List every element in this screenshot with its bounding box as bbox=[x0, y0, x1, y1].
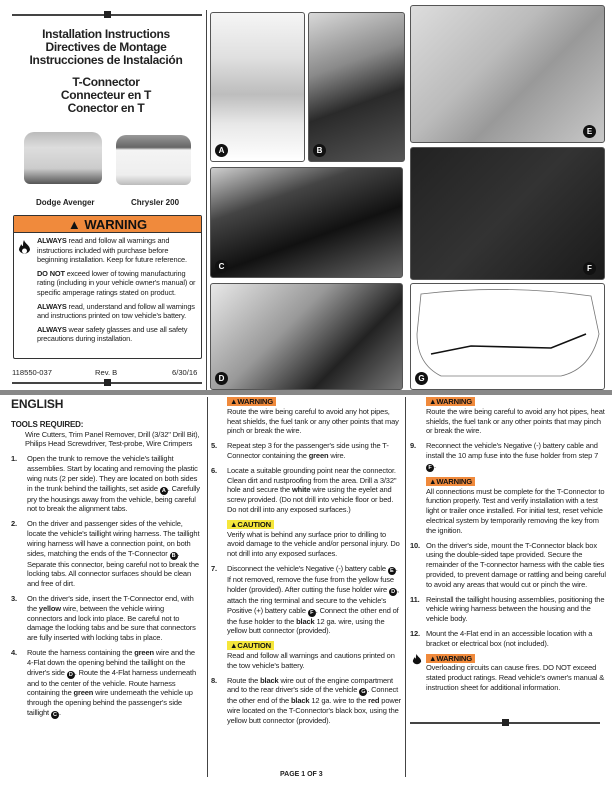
step-3: 3. On the driver's side, insert the T-Connector end, with the yellow wire, between the vehicle wiring connectors and lock into place. Be careful not to damage the locking tabs and be sure that connectors are fully inserted with locking tabs in place. bbox=[11, 593, 196, 643]
photo-c: C bbox=[210, 167, 403, 278]
page-number: PAGE 1 OF 3 bbox=[280, 771, 323, 778]
warning-tag: ▲WARNING bbox=[426, 654, 475, 663]
step-5: 5. Repeat step 3 for the passenger's side using the T-Connector containing the green wire. bbox=[211, 441, 389, 460]
divider bbox=[410, 722, 600, 724]
product-es: Conector en T bbox=[67, 101, 145, 115]
step-10: 10. On the driver's side, mount the T-Connector black box using the double-sided tape provided. Secure the remainder of the T-connector harness with the cable ties provided, to prevent damage or rattling and being careful to avoid any areas that would cut or pinch the wire. bbox=[410, 540, 606, 589]
divider bbox=[207, 397, 208, 777]
step-2: 2. On the driver and passenger sides of the vehicle, locate the vehicle's taillight wiring harness. The taillight wiring harness will have a connection point, on both sides, matching the ends of the T-Connector B . Separate this connector, being careful not to break the locking tabs. All connector surfaces should be clean and free of dirt. bbox=[11, 519, 200, 589]
warning-tag: ▲WARNING bbox=[426, 477, 475, 486]
photo-g-diagram: G bbox=[410, 283, 605, 390]
warning-item: ALWAYS wear safety glasses and use all safety precautions during installation. bbox=[37, 324, 188, 344]
step-8: 8. Route the black wire out of the engine compartment and to the rear driver's side of the vehicle G . Connect the other end of the black 12 ga. wire to the red power wire located on the T-Connector's black box, using the yellow butt connector (provided). bbox=[211, 675, 401, 725]
step-6: 6. Locate a suitable grounding point near the connector. Clean dirt and rustproofing from the area. Drill a 3/32" hole and secure the white wire using the eyelet and screw provided. (Do not drill into vehicle floor or bed. Do not drill into any exposed surfaces.) bbox=[211, 465, 397, 514]
title-es: Instrucciones de Instalación bbox=[29, 53, 183, 67]
section-divider bbox=[0, 390, 612, 395]
step-12: 12. Mount the 4-Flat end in an accessible location with a bracket or electrical box (not included). bbox=[410, 628, 593, 648]
fire-icon bbox=[18, 240, 31, 256]
caution-tag: ▲CAUTION bbox=[227, 520, 274, 529]
title-en: Installation Instructions bbox=[42, 27, 170, 41]
photo-ref-icon: D bbox=[67, 671, 75, 679]
photo-ref-icon: F bbox=[426, 464, 434, 472]
step-1: 1. Open the trunk to remove the vehicle's taillight assemblies. Start by locating and removing the plastic wing nuts (2 per side). They are located on both sides in the trunk behind the taillights, set aside A . Carefully pry the housings away from the vehicle, being careful not to break the alignment tabs. bbox=[11, 454, 200, 514]
warning-item: DO NOT exceed lower of towing manufacturing rating (including in your vehicle owner's manual) or specific amperage ratings stated on product. bbox=[37, 268, 196, 297]
photo-ref-icon: C bbox=[51, 711, 59, 719]
warning-note: ▲WARNING Overloading circuits can cause fires. DO NOT exceed stated product ratings. Read vehicle's owner's manual & instruction sheet for additional information. bbox=[410, 654, 606, 693]
divider bbox=[206, 10, 207, 390]
warning-note: ▲WARNING All connections must be complete for the T-Connector to function properly. Test and verify installation with a test light or trailer once installed. For initial test, reset vehicle electrical system by temporarily removing the key from the ignition. bbox=[426, 476, 605, 535]
title-fr: Directives de Montage bbox=[45, 40, 167, 54]
caution-note: ▲CAUTION Verify what is behind any surface prior to drilling to avoid damage to the vehicle and/or personal injury. Do not drill into any exposed surfaces. bbox=[227, 519, 400, 559]
vehicle-label: Chrysler 200 bbox=[131, 198, 180, 207]
caution-note: ▲CAUTION Read and follow all warnings and cautions printed on the tow vehicle's battery. bbox=[227, 641, 395, 670]
step-4: 4. Route the harness containing the green wire and the 4-Flat down the opening behind the taillight on the driver's side D . Route the 4-Flat harness underneath and to the center of the vehicle. Route harness containing the green wire underneath the vehicle up through the opening behind the passenger's side taillight C . bbox=[11, 647, 196, 718]
fire-icon bbox=[412, 654, 422, 666]
warning-note: ▲WARNING Route the wire being careful to avoid any hot pipes, heat shields, the fuel tank or any other points that may pinch or break the wire. bbox=[227, 397, 399, 436]
chrysler-200-image bbox=[116, 135, 191, 185]
photo-ref-icon: F bbox=[308, 609, 316, 617]
revision: Rev. B bbox=[95, 368, 118, 377]
divider bbox=[405, 397, 406, 777]
warning-item: ALWAYS read and follow all warnings and instructions included with purchase before beginning installation. Keep for future reference. bbox=[37, 236, 187, 265]
divider bbox=[12, 14, 202, 16]
warning-title: WARNING bbox=[84, 217, 148, 232]
part-number: 118550-037 bbox=[12, 368, 52, 377]
warning-tag: ▲WARNING bbox=[227, 397, 276, 406]
photo-ref-icon: B bbox=[170, 552, 178, 560]
caution-tag: ▲CAUTION bbox=[227, 641, 274, 650]
photo-ref-icon: G bbox=[361, 689, 366, 696]
warning-box bbox=[13, 215, 202, 359]
step-7: 7. Disconnect the vehicle's Negative (-) battery cable E . If not removed, remove the fuse from the yellow fuse holder (provided). After cutting the fuse holder wire D , attach the ring terminal and secure to the vehicle's Positive (+) battery cable F . Connect the other end of the fuse holder to the black 12 ga. wire, using the yellow butt connector (provided). bbox=[211, 563, 399, 636]
photo-ref-icon: A bbox=[160, 487, 168, 495]
date: 6/30/16 bbox=[172, 368, 198, 377]
warning-triangle-icon: ▲ bbox=[67, 217, 81, 232]
photo-ref-icon: D bbox=[389, 588, 397, 596]
tools-list: Wire Cutters, Trim Panel Remover, Drill (3/32" Drill Bit), Philips Head Screwdriver, Test-probe, Wire Crimpers bbox=[25, 429, 200, 449]
warning-header bbox=[14, 216, 201, 233]
divider bbox=[12, 382, 202, 384]
warning-tag: ▲WARNING bbox=[426, 397, 475, 406]
vehicle-outline-diagram bbox=[411, 284, 605, 390]
photo-f: F bbox=[410, 147, 605, 280]
warning-item: ALWAYS read, understand and follow all warnings and instructions printed on tow vehicle's battery. bbox=[37, 301, 195, 321]
photo-a: A bbox=[210, 12, 305, 162]
title-block bbox=[8, 28, 204, 115]
photo-b: B bbox=[308, 12, 405, 162]
tools-label: TOOLS REQUIRED: bbox=[11, 419, 84, 429]
photo-e: E bbox=[410, 5, 605, 143]
warning-note: ▲WARNING Route the wire being careful to avoid any hot pipes, heat shields, the fuel tank or any other points that may pinch or break the wire. bbox=[426, 397, 605, 436]
vehicle-label: Dodge Avenger bbox=[36, 198, 95, 207]
product-fr: Connecteur en T bbox=[60, 88, 152, 102]
step-11: 11. Reinstall the taillight housing assemblies, positioning the vehicle wiring harness between the housing and the vehicle body. bbox=[410, 594, 605, 624]
product-en: T-Connector bbox=[72, 75, 140, 89]
section-title: ENGLISH bbox=[11, 397, 64, 411]
dodge-avenger-image bbox=[24, 132, 102, 184]
photo-d: D bbox=[210, 283, 403, 390]
step-9: 9. Reconnect the vehicle's Negative (-) battery cable and install the 10 amp fuse into the fuse holder from step 7 F . bbox=[410, 441, 599, 471]
photo-ref-icon: E bbox=[388, 567, 396, 575]
